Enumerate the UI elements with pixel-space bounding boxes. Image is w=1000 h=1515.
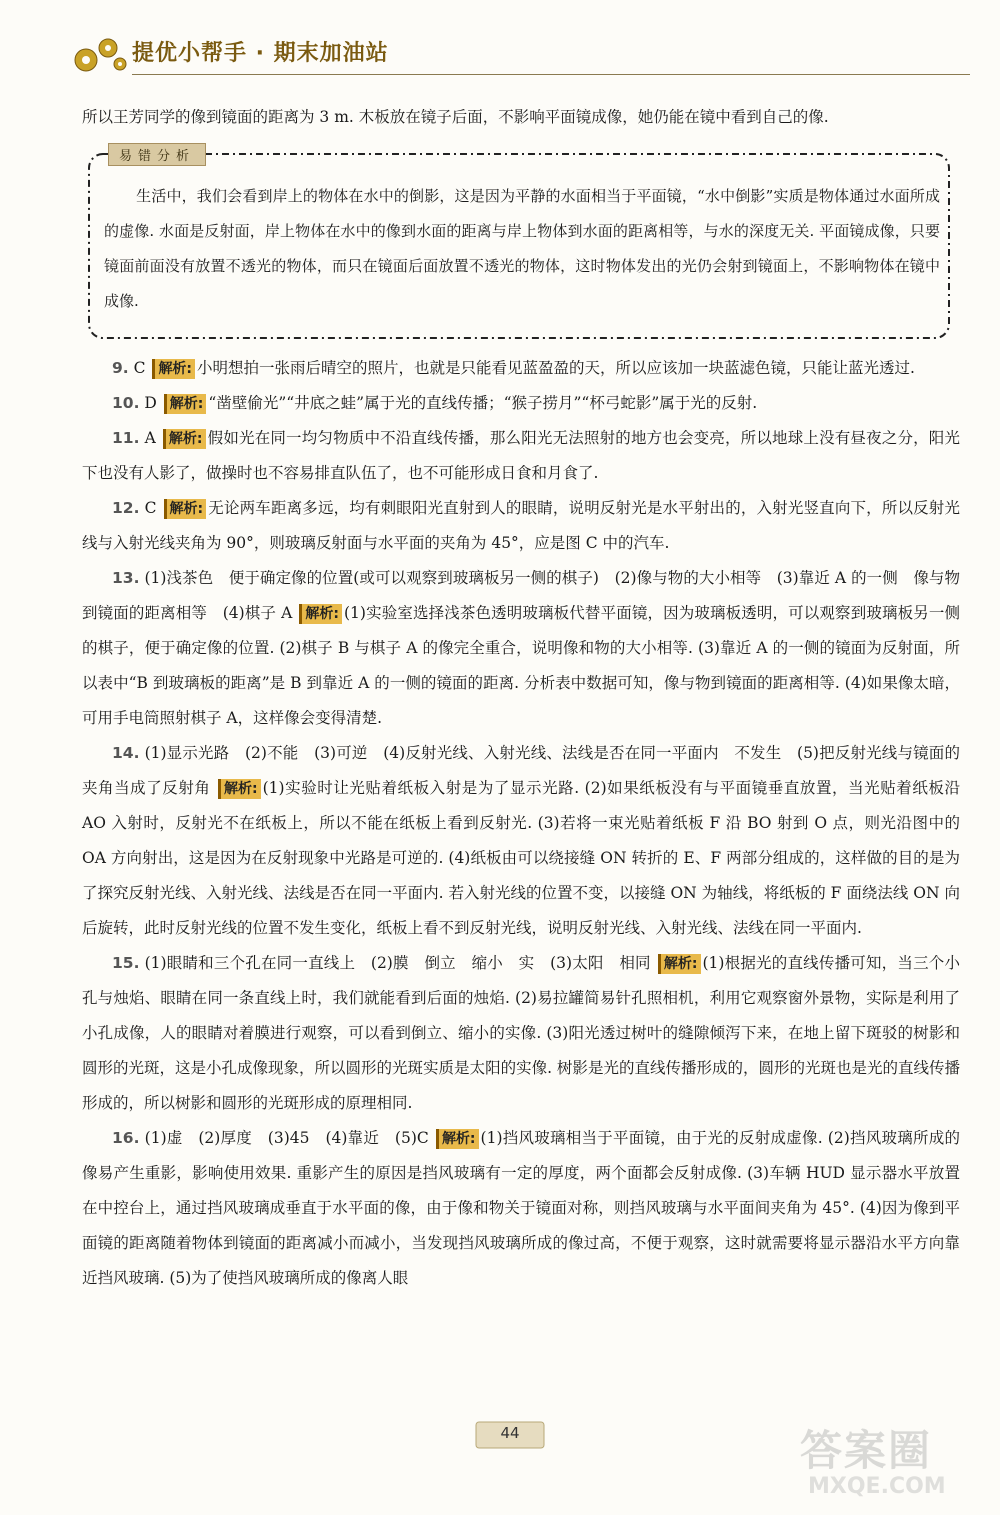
analysis-tag: 解析: [163,429,206,449]
analysis-text: (1)实验室选择浅茶色透明玻璃板代替平面镜，因为玻璃板透明，可以观察到玻璃板另一侧的棋子，便于确定像的位置. (2)棋子 B 与棋子 A 的像完全重合，说明像和物的大小相等. (3)靠近 A 的一侧的镜面为反射面，所以表中“B 到玻璃板的距离”是 B 到靠近 A 的一侧的镜面的距离. 分析表中数据可知，像与物到镜面的距离相等. (4)如果像太暗，可用手电筒照射棋子 A，这样像会变得清楚. [82,604,960,727]
page-header [70,28,970,78]
analysis-tag: 解析: [218,779,261,799]
answer-item [82,736,960,946]
analysis-text: 无论两车距离多远，均有刺眼阳光直射到人的眼睛，说明反射光是水平射出的，入射光竖直向下，所以反射光线与入射光线夹角为 90°，则玻璃反射面与水平面的夹角为 45°，应是图 C 中的汽车. [82,499,960,552]
answer-text: (1)虚 (2)厚度 (3)45 (4)靠近 (5)C [144,1129,429,1147]
page-number: 44 [500,1424,520,1442]
answer-item [82,561,960,736]
answer-item [82,386,960,421]
question-number: 11. [112,429,140,447]
answer-item [82,1121,960,1296]
intro-line: 所以王芳同学的像到镜面的距离为 3 m. 木板放在镜子后面，不影响平面镜成像，她仍能在镜中看到自己的像. [82,108,829,126]
analysis-tag: 解析: [299,604,342,624]
analysis-text: “凿壁偷光”“井底之蛙”属于光的直线传播；“猴子捞月”“杯弓蛇影”属于光的反射. [208,394,758,412]
analysis-text: 假如光在同一均匀物质中不沿直线传播，那么阳光无法照射的地方也会变亮，所以地球上没有昼夜之分，阳光下也没有人影了，做操时也不容易排直队伍了，也不可能形成日食和月食了. [82,429,960,482]
answer-item [82,946,960,1121]
analysis-text: (1)实验时让光贴着纸板入射是为了显示光路. (2)如果纸板没有与平面镜垂直放置，当光贴着纸板沿 AO 入射时，反射光不在纸板上，所以不能在纸板上看到反射光. (3)若将一束光贴着纸板 F 沿 BO 射到 O 点，则光沿图中的 OA 方向射出，这是因为在反射现象中光路是可逆的. (4)纸板由可以绕接缝 ON 转折的 E、F 两部分组成的，这样做的目的是为了探究反射光线、入射光线、法线是否在同一平面内. 若入射光线的位置不变，以接缝 ON 为轴线，将纸板的 F 面绕法线 ON 向后旋转，此时反射光线的位置不发生变化，纸板上看不到反射光线，说明反射光线、入射光线、法线在同一平面内. [82,779,960,937]
question-number: 12. [112,499,140,517]
answer-text: (1)眼睛和三个孔在同一直线上 (2)膜 倒立 缩小 实 (3)太阳 相同 [144,954,651,972]
analysis-text: (1)挡风玻璃相当于平面镜，由于光的反射成虚像. (2)挡风玻璃所成的像易产生重影，影响使用效果. 重影产生的原因是挡风玻璃有一定的厚度，两个面都会反射成像. (3)车辆 HUD 显示器水平放置在中控台上，通过挡风玻璃成垂直于水平面的像，由于像和物关于镜面对称，则挡风玻璃与水平面间夹角为 45°. (4)因为像到平面镜的距离随着物体到镜面的距离减小而减小，当发现挡风玻璃所成的像过高，不便于观察，这时就需要将显示器沿水平方向靠近挡风玻璃. (5)为了使挡风玻璃所成的像离人眼 [82,1129,960,1287]
watermark-logo: 答案圈 [800,1426,933,1475]
analysis-tag: 解析: [164,394,207,414]
question-number: 16. [112,1129,140,1147]
question-number: 10. [112,394,140,412]
question-number: 13. [112,569,140,587]
analysis-tag: 解析: [658,954,701,974]
answer-item [82,421,960,491]
analysis-tag: 解析: [164,499,207,519]
question-number: 9. [112,359,129,377]
gears-icon [70,32,130,76]
answer-list [82,351,960,1296]
answer-text: D [144,394,157,412]
answer-text: (1)显示光路 (2)不能 (3)可逆 (4)反射光线、入射光线、法线是否在同一平面内 不发生 (5)把反射光线与镜面的夹角当成了反射角 [82,744,960,797]
analysis-text: (1)根据光的直线传播可知，当三个小孔与烛焰、眼睛在同一条直线上时，我们就能看到后面的烛焰. (2)易拉罐简易针孔照相机，利用它观察窗外景物，实际是利用了小孔成像，人的眼睛对着膜进行观察，可以看到倒立、缩小的实像. (3)阳光透过树叶的缝隙倾泻下来，在地上留下斑驳的树影和圆形的光斑，这是小孔成像现象，所以圆形的光斑实质是太阳的实像. 树影是光的直线传播形成的，圆形的光斑也是光的直线传播形成的，所以树影和圆形的光斑形成的原理相同. [82,954,960,1112]
answer-text: (1)浅茶色 便于确定像的位置(或可以观察到玻璃板另一侧的棋子) (2)像与物的大小相等 (3)靠近 A 的一侧 像与物到镜面的距离相等 (4)棋子 A [82,569,960,622]
page-footer [470,1418,550,1458]
answer-text: C [133,359,146,377]
answer-text: C [144,499,157,517]
page-content [82,100,960,1296]
answer-item [82,491,960,561]
analysis-text: 小明想拍一张雨后晴空的照片，也就是只能看见蓝盈盈的天，所以应该加一块蓝滤色镜，只能让蓝光透过. [197,359,915,377]
header-title: 提优小帮手 · 期末加油站 [132,41,389,66]
watermark-url: MXQE.COM [808,1474,946,1499]
error-analysis-box [86,151,952,341]
error-analysis-text: 生活中，我们会看到岸上的物体在水中的倒影，这是因为平静的水面相当于平面镜，“水中倒影”实质是物体通过水面所成的虚像. 水面是反射面，岸上物体在水中的像到水面的距离与岸上物体到水面的距离相等，与水的深度无关. 平面镜成像，只要镜面前面没有放置不透光的物体，而只在镜面后面放置不透光的物体，这时物体发出的光仍会射到镜面上，不影响物体在镜中成像. [104,187,940,310]
error-analysis-tag: 易错分析 [108,143,206,166]
question-number: 14. [112,744,140,762]
watermark [800,1418,980,1508]
answer-text: A [144,429,156,447]
header-rule [132,74,970,75]
analysis-tag: 解析: [436,1129,479,1149]
question-number: 15. [112,954,140,972]
answer-item [82,351,960,386]
analysis-tag: 解析: [152,359,195,379]
